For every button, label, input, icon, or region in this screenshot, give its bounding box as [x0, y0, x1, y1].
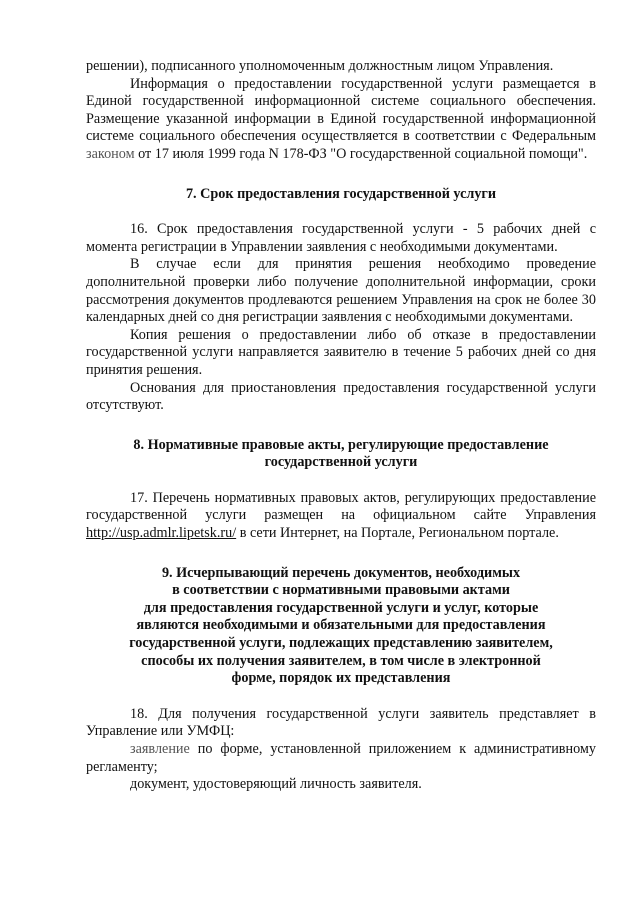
paragraph-decision-end: решении), подписанного уполномоченным должностным лицом Управления. [86, 58, 554, 74]
paragraph-text: 17. Перечень нормативных правовых актов, регулирующих предоставление государственной услуги размещен на официальном сайте Управления [86, 489, 596, 524]
law-reference-link[interactable]: законом [86, 145, 135, 162]
heading-line: форме, порядок их представления [231, 670, 451, 687]
paragraph-17 [86, 490, 596, 543]
heading-line: государственной услуги, подлежащих представлению заявителем, [129, 635, 553, 652]
website-link[interactable]: http://usp.admlr.lipetsk.ru/ [86, 525, 237, 542]
heading-line: в соответствии с нормативными правовыми актами [172, 582, 510, 599]
paragraph-18-identity: документ, удостоверяющий личность заявителя. [130, 776, 422, 793]
paragraph-information-posting [86, 76, 596, 164]
heading-line: 8. Нормативные правовые акты, регулирующие предоставление [133, 436, 549, 453]
section-heading-7: 7. Срок предоставления государственной услуги [185, 185, 497, 202]
paragraph-text: по форме, установленной приложением к административному регламенту; [86, 741, 596, 775]
paragraph-16-copy: Копия решения о предоставлении либо об отказе в предоставлении государственной услуги направляется заявителю в течение 5 рабочих дней со дня принятия решения. [86, 326, 596, 378]
heading-line: способы их получения заявителем, в том числе в электронной [141, 652, 541, 669]
section-heading-9 [86, 565, 596, 688]
heading-line: государственной услуги [264, 454, 418, 471]
paragraph-16: 16. Срок предоставления государственной услуги - 5 рабочих дней с момента регистрации в Управлении заявления с необходимыми документами. [86, 221, 596, 255]
document-page [86, 58, 596, 794]
heading-line: 9. Исчерпывающий перечень документов, необходимых [161, 564, 521, 581]
paragraph-18-application [86, 741, 596, 776]
paragraph-16-extension: В случае если для принятия решения необходимо проведение дополнительной проверки либо получение дополнительной информации, сроки рассмотрения документов продлеваются решением Управления на срок не более 30 календарных дней со дня регистрации заявления с необходимыми документами. [86, 256, 596, 326]
paragraph-text: от 17 июля 1999 года N 178-ФЗ "О государственной социальной помощи". [134, 145, 588, 162]
paragraph-18: 18. Для получения государственной услуги заявитель представляет в Управление или УМФЦ: [86, 705, 596, 740]
heading-line: для предоставления государственной услуги и услуг, которые [143, 599, 539, 616]
paragraph-16-suspension: Основания для приостановления предоставления государственной услуги отсутствуют. [86, 379, 596, 414]
section-heading-8 [86, 437, 596, 472]
paragraph-text: Информация о предоставлении государственной услуги размещается в Единой государственной информационной системе социального обеспечения. Размещение указанной информации в Единой государственной информационной системе социального обеспечения осуществляется в соответствии с Федеральным [86, 75, 596, 145]
heading-line: являются необходимыми и обязательными для предоставления [136, 617, 546, 634]
paragraph-text: в сети Интернет, на Портале, Региональном портале. [236, 525, 559, 542]
application-form-link[interactable]: заявление [130, 741, 190, 757]
